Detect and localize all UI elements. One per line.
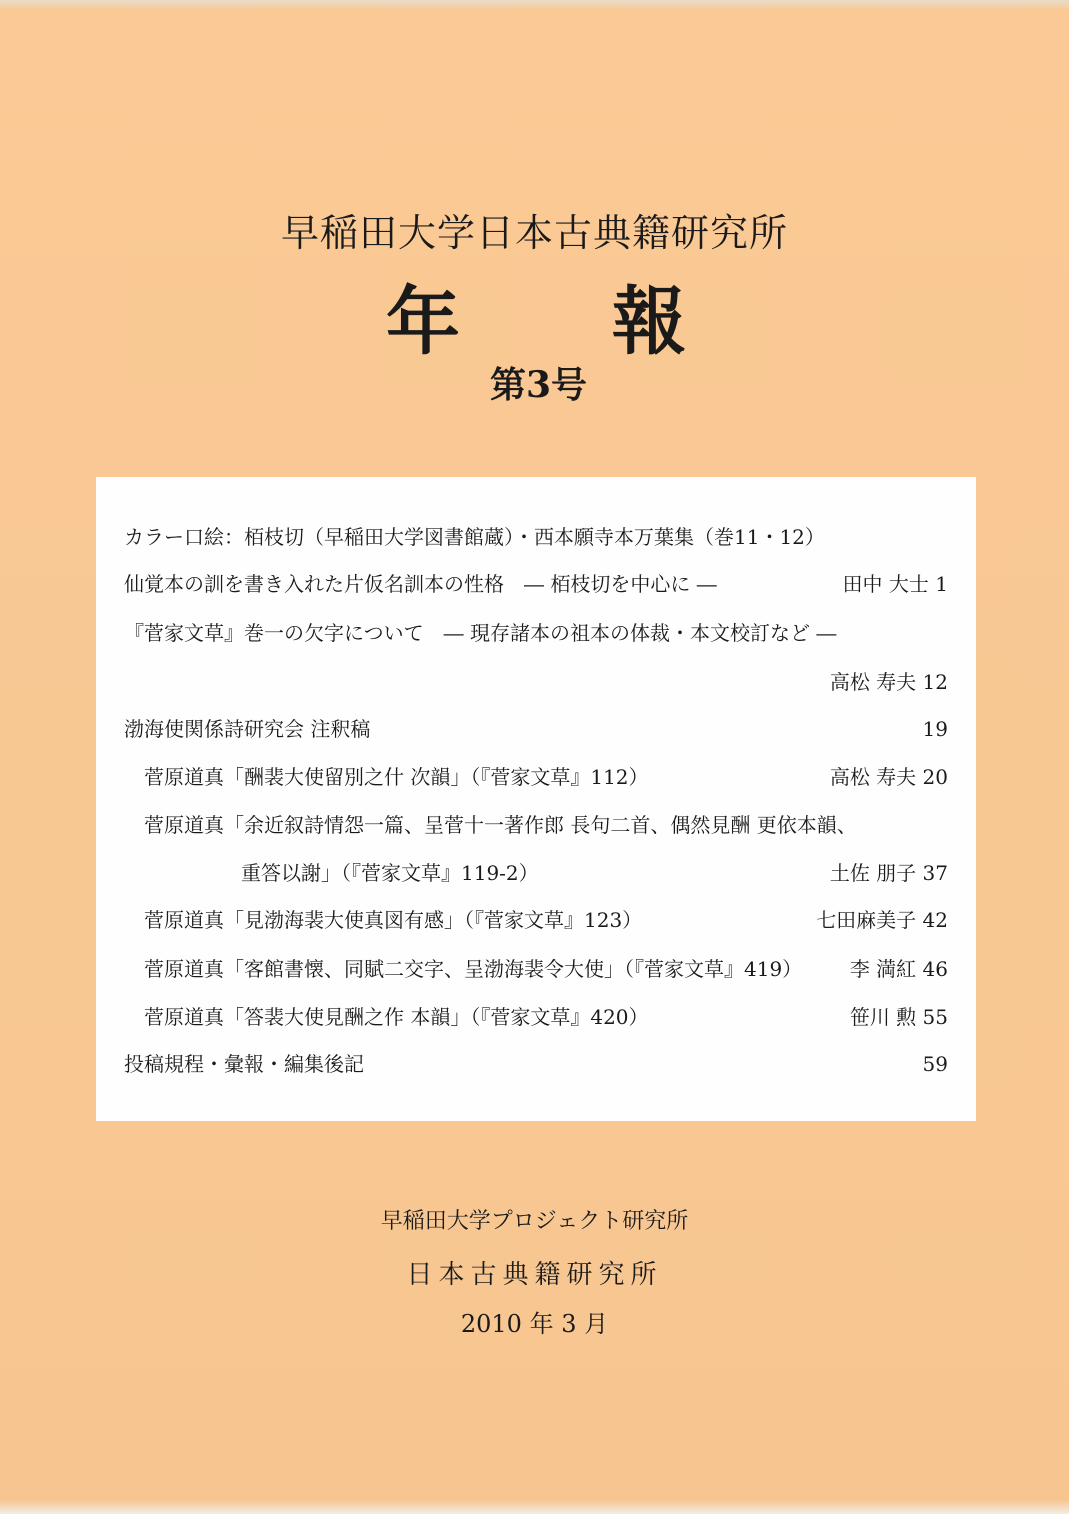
journal-title-second-char: 報 xyxy=(612,279,686,365)
toc-line xyxy=(96,564,976,604)
toc-title: 渤海使関係詩研究会 注釈稿 xyxy=(124,717,371,741)
toc-title: 菅原道真「客館書懐、同賦二交字、呈渤海裴令大使」（『菅家文草』419） xyxy=(144,957,803,981)
toc-right: 七田麻美子 42 xyxy=(816,908,948,932)
toc-line xyxy=(96,517,976,557)
toc-right: 19 xyxy=(922,717,948,741)
toc-right: 59 xyxy=(922,1052,948,1076)
toc-entries xyxy=(96,477,976,1121)
toc-right: 李 満紅 46 xyxy=(849,957,948,981)
publisher-project: 早稲田大学プロジェクト研究所 xyxy=(380,1209,689,1234)
toc-title: 菅原道真「余近叙詩情怨一篇、呈菅十一著作郎 長句二首、偶然見酬 更依本韻、 xyxy=(144,813,857,837)
toc-title: 仙覚本の訓を書き入れた片仮名訓本の性格 ― 栢枝切を中心に ― xyxy=(124,572,717,596)
toc-line xyxy=(96,613,976,653)
toc-title: 菅原道真「見渤海裴大使真図有感」（『菅家文草』123） xyxy=(144,908,643,932)
issue-number: 第3号 xyxy=(489,364,588,406)
publication-date: 2010 年 3 月 xyxy=(460,1310,609,1338)
toc-title: カラー口絵：栢枝切（早稲田大学図書館蔵）・西本願寺本万葉集（巻11・12） xyxy=(124,525,825,549)
toc-right: 高松 寿夫 12 xyxy=(829,670,948,694)
toc-title: 重答以謝」（『菅家文草』119-2） xyxy=(241,861,539,885)
toc-right: 田中 大士 1 xyxy=(842,572,948,596)
journal-title-first-char: 年 xyxy=(386,279,460,365)
toc-right: 高松 寿夫 20 xyxy=(829,765,948,789)
cover-top-edge xyxy=(0,0,1069,10)
toc-line xyxy=(96,1044,976,1084)
institute-name: 早稲田大学日本古典籍研究所 xyxy=(280,211,788,255)
toc-line xyxy=(96,853,976,893)
toc-title: 『菅家文草』巻一の欠字について ― 現存諸本の祖本の体裁・本文校訂など ― xyxy=(124,621,837,645)
publisher-institute: 日本古典籍研究所 xyxy=(406,1260,663,1290)
toc-line xyxy=(96,757,976,797)
toc-line xyxy=(96,805,976,845)
toc-line xyxy=(96,900,976,940)
toc-line xyxy=(96,949,976,989)
toc-title: 投稿規程・彙報・編集後記 xyxy=(124,1052,364,1076)
toc-line xyxy=(96,662,976,702)
cover-bottom-edge xyxy=(0,1500,1069,1514)
toc-title: 菅原道真「酬裴大使留別之什 次韻」（『菅家文草』112） xyxy=(144,765,649,789)
toc-line xyxy=(96,997,976,1037)
toc-line xyxy=(96,709,976,749)
toc-title: 菅原道真「答裴大使見酬之作 本韻」（『菅家文草』420） xyxy=(144,1005,649,1029)
toc-right: 土佐 朋子 37 xyxy=(829,861,948,885)
toc-right: 笹川 勲 55 xyxy=(849,1005,948,1029)
